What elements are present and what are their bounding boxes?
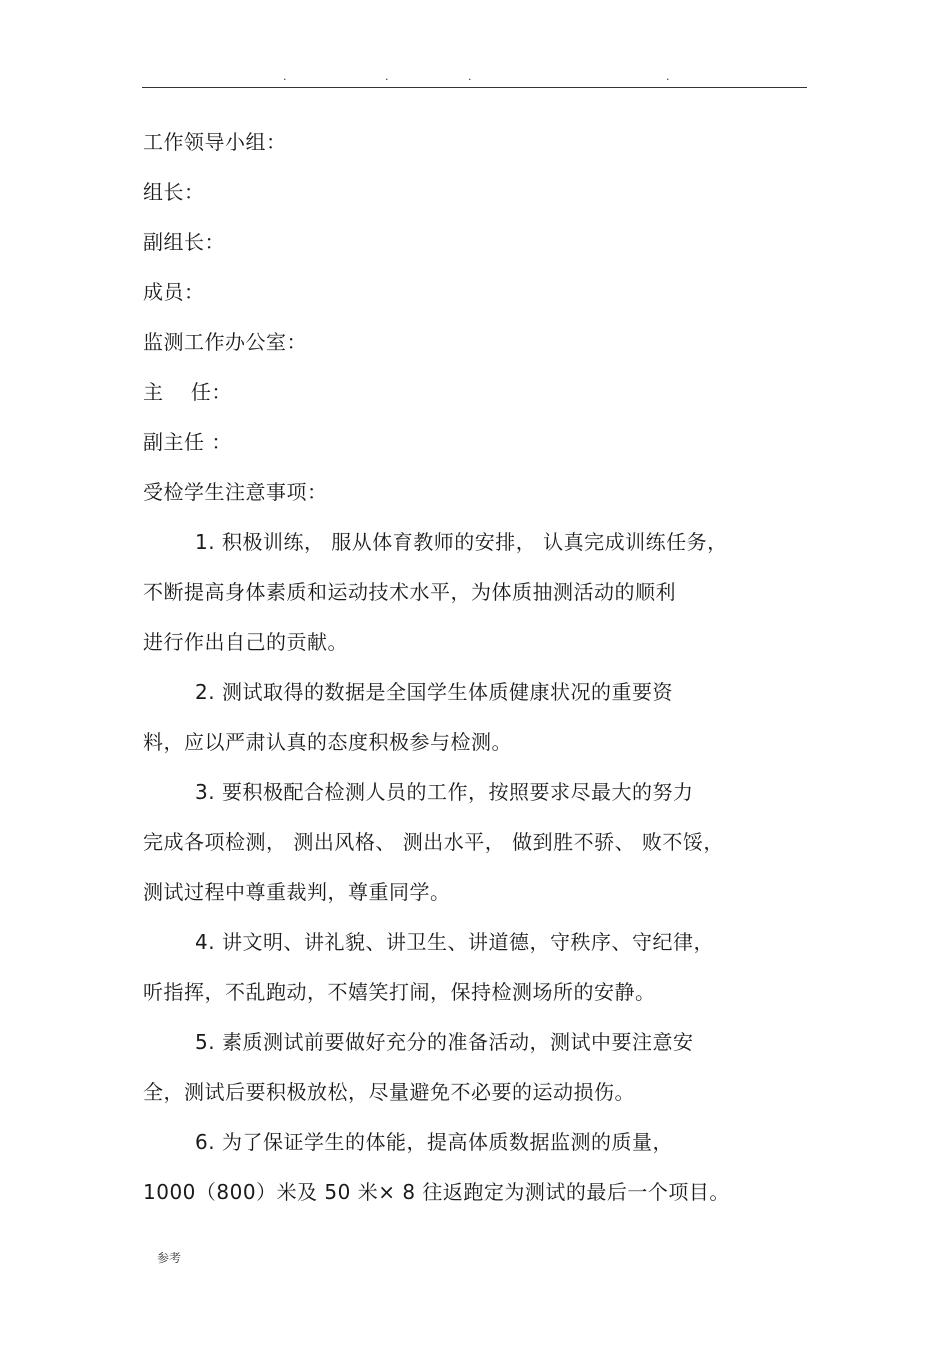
header-dot: .: [468, 70, 472, 83]
section-heading-office: 监测工作办公室：: [143, 330, 307, 354]
field-director: 主 任：: [143, 380, 232, 404]
page-header: [0, 70, 950, 84]
header-dot: .: [385, 70, 389, 83]
paragraph-line: 测试过程中尊重裁判，尊重同学。: [143, 880, 451, 904]
paragraph-line: 4. 讲文明、讲礼貌、讲卫生、讲道德，守秩序、守纪律，: [195, 930, 714, 954]
header-rule: [142, 87, 807, 88]
paragraph-line: 完成各项检测， 测出风格、 测出水平， 做到胜不骄、 败不馁，: [143, 830, 724, 854]
paragraph-line: 2. 测试取得的数据是全国学生体质健康状况的重要资: [195, 680, 673, 704]
paragraph-line: 进行作出自己的贡献。: [143, 630, 348, 654]
section-heading-notes: 受检学生注意事项：: [143, 480, 328, 504]
paragraph-line: 3. 要积极配合检测人员的工作，按照要求尽最大的努力: [195, 780, 694, 804]
paragraph-line: 5. 素质测试前要做好充分的准备活动，测试中要注意安: [195, 1030, 694, 1054]
paragraph-line: 6. 为了保证学生的体能，提高体质数据监测的质量，: [195, 1130, 673, 1154]
paragraph-line: 1. 积极训练， 服从体育教师的安排， 认真完成训练任务，: [195, 530, 728, 554]
paragraph-line: 不断提高身体素质和运动技术水平，为体质抽测活动的顺利: [143, 580, 676, 604]
field-members: 成员：: [143, 280, 205, 304]
section-heading-leadership-group: 工作领导小组：: [143, 130, 287, 154]
field-deputy-director: 副主任 ：: [143, 430, 232, 454]
paragraph-line: 听指挥，不乱跑动，不嬉笑打闹，保持检测场所的安静。: [143, 980, 656, 1004]
header-dot: .: [666, 70, 670, 83]
page-footer: 参考: [157, 1251, 182, 1265]
paragraph-line: 全，测试后要积极放松，尽量避免不必要的运动损伤。: [143, 1080, 635, 1104]
field-group-leader: 组长：: [143, 180, 205, 204]
header-dot: .: [283, 70, 287, 83]
paragraph-line: 1000（800）米及 50 米× 8 往返跑定为测试的最后一个项目。: [143, 1180, 730, 1204]
field-deputy-leader: 副组长：: [143, 230, 225, 254]
paragraph-line: 料，应以严肃认真的态度积极参与检测。: [143, 730, 512, 754]
